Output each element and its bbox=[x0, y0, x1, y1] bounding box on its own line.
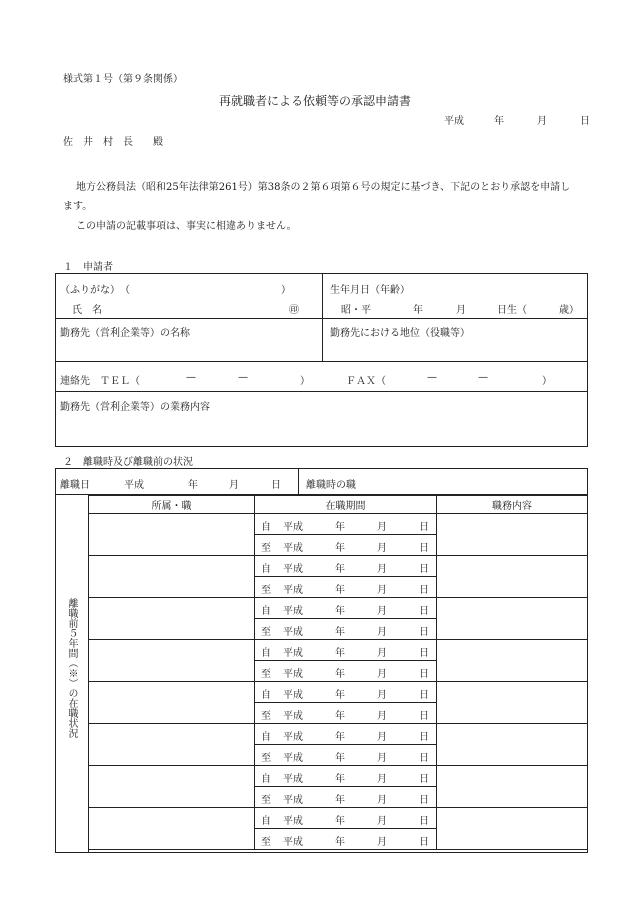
duties-cell[interactable] bbox=[437, 556, 588, 598]
affiliation-cell[interactable] bbox=[89, 598, 255, 640]
period-era: 平成 bbox=[283, 732, 303, 743]
date-day: 日 bbox=[580, 116, 590, 127]
birth-label: 生年月日（年齢） bbox=[330, 285, 410, 296]
duties-cell[interactable] bbox=[437, 766, 588, 808]
period-cell[interactable] bbox=[255, 703, 437, 724]
affiliation-cell[interactable] bbox=[89, 724, 255, 766]
period-year: 年 bbox=[335, 606, 345, 617]
date-year: 年 bbox=[494, 116, 504, 127]
period-cell[interactable] bbox=[255, 682, 437, 703]
addressee: 佐 井 村 長 殿 bbox=[63, 137, 163, 148]
page-title: 再就職者による依頼等の承認申請書 bbox=[218, 94, 411, 108]
period-era: 平成 bbox=[283, 711, 303, 722]
period-year: 年 bbox=[335, 669, 345, 680]
period-day: 日 bbox=[419, 795, 429, 806]
birth-day: 日生（ bbox=[497, 305, 527, 316]
date-era: 平成 bbox=[444, 116, 464, 127]
period-cell[interactable] bbox=[255, 598, 437, 619]
period-month: 月 bbox=[377, 522, 387, 533]
furigana-label: （ふりがな） （ bbox=[60, 285, 130, 296]
table-row bbox=[89, 808, 588, 829]
period-kind: 至 bbox=[261, 669, 271, 680]
period-day: 日 bbox=[419, 774, 429, 785]
section1-heading: １ 申請者 bbox=[63, 262, 113, 273]
retire-post-label[interactable]: 離職時の職 bbox=[306, 480, 356, 491]
retire-year: 年 bbox=[188, 480, 198, 491]
affiliation-cell[interactable] bbox=[89, 640, 255, 682]
period-cell[interactable] bbox=[255, 514, 437, 535]
business-label[interactable]: 勤務先（営利企業等）の業務内容 bbox=[60, 402, 210, 413]
birth-year: 年 bbox=[413, 305, 423, 316]
period-year: 年 bbox=[335, 648, 345, 659]
period-cell[interactable] bbox=[255, 787, 437, 808]
period-cell[interactable] bbox=[255, 808, 437, 829]
period-cell[interactable] bbox=[255, 640, 437, 661]
period-month: 月 bbox=[377, 648, 387, 659]
column-header: 職務内容 bbox=[437, 496, 588, 514]
period-month: 月 bbox=[377, 543, 387, 554]
period-day: 日 bbox=[419, 564, 429, 575]
period-day: 日 bbox=[419, 732, 429, 743]
period-month: 月 bbox=[377, 732, 387, 743]
period-day: 日 bbox=[419, 753, 429, 764]
furigana-close: ） bbox=[281, 285, 291, 296]
period-era: 平成 bbox=[283, 837, 303, 848]
period-cell[interactable] bbox=[255, 619, 437, 640]
tel-close: ） bbox=[300, 376, 310, 387]
body-text-2: ます。 bbox=[63, 201, 93, 212]
duties-cell[interactable] bbox=[437, 724, 588, 766]
divider bbox=[55, 391, 588, 392]
period-kind: 至 bbox=[261, 711, 271, 722]
tel-dash: — bbox=[186, 372, 196, 383]
period-era: 平成 bbox=[283, 669, 303, 680]
period-day: 日 bbox=[419, 543, 429, 554]
period-year: 年 bbox=[335, 837, 345, 848]
period-era: 平成 bbox=[283, 627, 303, 638]
period-month: 月 bbox=[377, 690, 387, 701]
duties-cell[interactable] bbox=[437, 808, 588, 850]
body-text-3: この申請の記載事項は、事実に相違ありません。 bbox=[76, 221, 297, 232]
divider bbox=[55, 318, 588, 319]
period-month: 月 bbox=[377, 711, 387, 722]
period-era: 平成 bbox=[283, 564, 303, 575]
period-day: 日 bbox=[419, 711, 429, 722]
period-era: 平成 bbox=[283, 816, 303, 827]
employer-label[interactable]: 勤務先（営利企業等）の名称 bbox=[60, 328, 190, 339]
period-era: 平成 bbox=[283, 774, 303, 785]
affiliation-cell[interactable] bbox=[89, 766, 255, 808]
period-month: 月 bbox=[377, 795, 387, 806]
period-month: 月 bbox=[377, 627, 387, 638]
period-era: 平成 bbox=[283, 585, 303, 596]
affiliation-cell[interactable] bbox=[89, 556, 255, 598]
divider bbox=[298, 468, 299, 494]
period-kind: 至 bbox=[261, 585, 271, 596]
period-day: 日 bbox=[419, 606, 429, 617]
seal-mark: ㊞ bbox=[289, 305, 299, 316]
body-text-1: 地方公務員法（昭和25年法律第261号）第38条の２第６項第６号の規定に基づき、下記のとおり承認を申請し bbox=[76, 182, 571, 193]
period-cell[interactable] bbox=[255, 577, 437, 598]
period-cell[interactable] bbox=[255, 724, 437, 745]
period-cell[interactable] bbox=[255, 556, 437, 577]
period-cell[interactable] bbox=[255, 535, 437, 556]
birth-age: 歳） bbox=[559, 305, 579, 316]
period-day: 日 bbox=[419, 669, 429, 680]
period-era: 平成 bbox=[283, 690, 303, 701]
period-kind: 至 bbox=[261, 543, 271, 554]
period-day: 日 bbox=[419, 648, 429, 659]
column-header: 在職期間 bbox=[255, 496, 437, 514]
birth-era: 昭・平 bbox=[341, 305, 371, 316]
position-label[interactable]: 勤務先における地位（役職等） bbox=[330, 328, 470, 339]
column-header: 所属・職 bbox=[89, 496, 255, 514]
period-kind: 至 bbox=[261, 627, 271, 638]
table-row bbox=[89, 598, 588, 619]
retire-month: 月 bbox=[229, 480, 239, 491]
period-year: 年 bbox=[335, 627, 345, 638]
table-row bbox=[89, 766, 588, 787]
period-kind: 自 bbox=[261, 648, 271, 659]
tel-dash: — bbox=[238, 372, 248, 383]
period-month: 月 bbox=[377, 837, 387, 848]
period-month: 月 bbox=[377, 564, 387, 575]
duties-cell[interactable] bbox=[437, 640, 588, 682]
period-cell[interactable] bbox=[255, 829, 437, 850]
retire-date-label: 離職日 bbox=[60, 480, 90, 491]
period-month: 月 bbox=[377, 606, 387, 617]
retire-day: 日 bbox=[271, 480, 281, 491]
period-month: 月 bbox=[377, 816, 387, 827]
period-year: 年 bbox=[335, 690, 345, 701]
period-year: 年 bbox=[335, 711, 345, 722]
table-row bbox=[89, 640, 588, 661]
period-day: 日 bbox=[419, 522, 429, 533]
retire-era: 平成 bbox=[124, 480, 144, 491]
fax-close: ） bbox=[542, 376, 552, 387]
period-day: 日 bbox=[419, 690, 429, 701]
period-kind: 自 bbox=[261, 732, 271, 743]
period-era: 平成 bbox=[283, 648, 303, 659]
period-year: 年 bbox=[335, 522, 345, 533]
table-row bbox=[89, 514, 588, 535]
period-day: 日 bbox=[419, 585, 429, 596]
period-era: 平成 bbox=[283, 606, 303, 617]
period-era: 平成 bbox=[283, 543, 303, 554]
employment-history-table bbox=[88, 495, 588, 850]
table-row bbox=[89, 724, 588, 745]
period-kind: 至 bbox=[261, 837, 271, 848]
period-day: 日 bbox=[419, 627, 429, 638]
period-cell[interactable] bbox=[255, 745, 437, 766]
duties-cell[interactable] bbox=[437, 598, 588, 640]
divider bbox=[55, 361, 588, 362]
period-cell[interactable] bbox=[255, 661, 437, 682]
affiliation-cell[interactable] bbox=[89, 808, 255, 850]
period-year: 年 bbox=[335, 543, 345, 554]
period-month: 月 bbox=[377, 774, 387, 785]
period-year: 年 bbox=[335, 564, 345, 575]
period-era: 平成 bbox=[283, 795, 303, 806]
period-kind: 自 bbox=[261, 816, 271, 827]
form-number: 様式第１号（第９条関係） bbox=[63, 74, 183, 85]
duties-cell[interactable] bbox=[437, 682, 588, 724]
fax-label: ＦＡＸ（ bbox=[346, 376, 386, 387]
period-kind: 自 bbox=[261, 564, 271, 575]
period-month: 月 bbox=[377, 669, 387, 680]
period-era: 平成 bbox=[283, 753, 303, 764]
period-cell[interactable] bbox=[255, 766, 437, 787]
period-kind: 自 bbox=[261, 690, 271, 701]
divider bbox=[322, 273, 323, 361]
period-year: 年 bbox=[335, 732, 345, 743]
period-kind: 自 bbox=[261, 606, 271, 617]
period-kind: 自 bbox=[261, 522, 271, 533]
period-year: 年 bbox=[335, 795, 345, 806]
period-year: 年 bbox=[335, 753, 345, 764]
period-year: 年 bbox=[335, 585, 345, 596]
duties-cell[interactable] bbox=[437, 514, 588, 556]
period-month: 月 bbox=[377, 585, 387, 596]
period-month: 月 bbox=[377, 753, 387, 764]
date-month: 月 bbox=[537, 116, 547, 127]
table-row bbox=[89, 682, 588, 703]
fax-dash: — bbox=[427, 372, 437, 383]
table-row bbox=[89, 556, 588, 577]
affiliation-cell[interactable] bbox=[89, 514, 255, 556]
fax-dash: — bbox=[478, 372, 488, 383]
period-era: 平成 bbox=[283, 522, 303, 533]
period-day: 日 bbox=[419, 816, 429, 827]
period-kind: 至 bbox=[261, 753, 271, 764]
section2-heading: ２ 離職時及び離職前の状況 bbox=[63, 457, 193, 468]
birth-month: 月 bbox=[456, 305, 466, 316]
name-label: 氏 名 bbox=[72, 305, 102, 316]
period-year: 年 bbox=[335, 816, 345, 827]
period-year: 年 bbox=[335, 774, 345, 785]
period-day: 日 bbox=[419, 837, 429, 848]
contact-label: 連絡先 ＴＥＬ（ bbox=[60, 376, 140, 387]
period-kind: 至 bbox=[261, 795, 271, 806]
history-side-label: 離職前５年間（※）の在職状況 bbox=[66, 598, 77, 738]
period-kind: 自 bbox=[261, 774, 271, 785]
affiliation-cell[interactable] bbox=[89, 682, 255, 724]
